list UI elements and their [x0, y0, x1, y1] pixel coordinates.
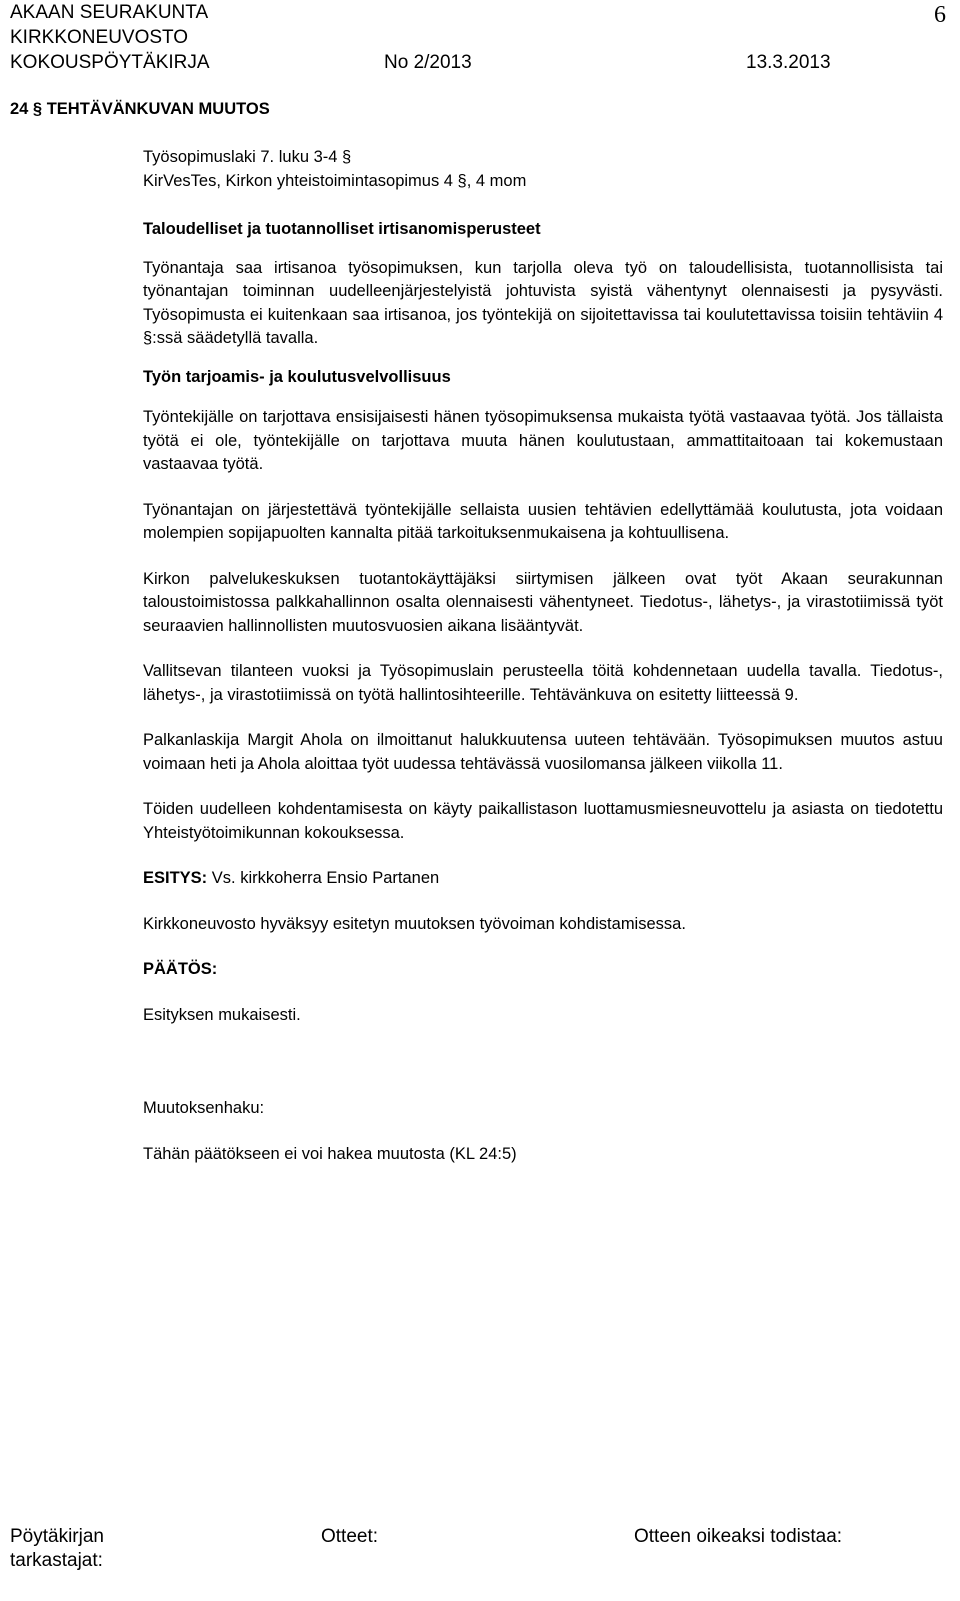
footer-checkers-line1: Pöytäkirjan: [10, 1526, 104, 1547]
org-name: AKAAN SEURAKUNTA: [10, 2, 209, 23]
heading-grounds: Taloudelliset ja tuotannolliset irtisanomisperusteet: [143, 220, 541, 238]
heading-obligation: Työn tarjoamis- ja koulutusvelvollisuus: [143, 367, 451, 386]
page-number: 6: [934, 2, 946, 28]
proposal-label: ESITYS:: [143, 869, 208, 887]
paragraph: Kirkon palvelukeskuksen tuotantokäyttäjäksi siirtymisen jälkeen ovat työt Akaan seurakunnan taloustoimistossa palkkahallinnon osalta olennaisesti vähentyneet. Tiedotus-, lähetys-, ja virastotiimissä työt seuraavien hallinnollisten muutosvuosien aikana lisääntyvät.: [143, 569, 943, 635]
reference-item: KirVesTes, Kirkon yhteistoimintasopimus 4 §, 4 mom: [143, 171, 527, 190]
meeting-date: 13.3.2013: [746, 52, 831, 73]
section-title: 24 § TEHTÄVÄNKUVAN MUUTOS: [10, 100, 270, 118]
paragraph: Työntekijälle on tarjottava ensisijaisesti hänen työsopimuksensa mukaista työtä vastaavaa työtä. Jos tällaista työtä ei ole, työntekijälle on tarjottava muuta hänen koulutustaan, ammattitaitoaan tai kokemustaan vastaavaa työtä.: [143, 408, 943, 473]
paragraph: Työnantaja saa irtisanoa työsopimuksen, kun tarjolla oleva työ on taloudellisista, tuotannollisista tai työnantajan toiminnan uudelleenjärjestelyistä johtuvista syistä vähentynyt olennaisesti ja pysyvästi. Työsopimusta ei kuitenkaan saa irtisanoa, jos työntekijä on sijoitettavissa tai koulutettavissa toisiin tehtäviin 4 §:ssä säädetyllä tavalla.: [143, 258, 943, 347]
footer-excerpts: Otteet:: [321, 1526, 379, 1547]
paragraph: Palkanlaskija Margit Ahola on ilmoittanut halukkuutensa uuteen tehtävään. Työsopimuksen muutos astuu voimaan heti ja Ahola aloittaa työt uudessa tehtävässä vuosilomansa jälkeen viikolla 11.: [143, 731, 943, 773]
appeal-text: Tähän päätökseen ei voi hakea muutosta (KL 24:5): [143, 1144, 517, 1163]
footer-certified: Otteen oikeaksi todistaa:: [634, 1526, 843, 1547]
references: [143, 146, 943, 193]
reference-item: Työsopimuslaki 7. luku 3-4 §: [143, 148, 352, 166]
doc-type: KOKOUSPÖYTÄKIRJA: [10, 52, 210, 73]
appeal-label: Muutoksenhaku:: [143, 1099, 265, 1117]
proposal-content: Kirkkoneuvosto hyväksyy esitetyn muutoksen työvoiman kohdistamisessa.: [143, 914, 686, 933]
proposal-line: [143, 867, 943, 891]
footer-checkers-line2: tarkastajat:: [10, 1550, 103, 1571]
main-content: [143, 218, 943, 1166]
proposal-presenter: Vs. kirkkoherra Ensio Partanen: [207, 869, 440, 887]
footer-checkers: [10, 1525, 104, 1573]
decision-text: Esityksen mukaisesti.: [143, 1005, 301, 1024]
body-name: KIRKKONEUVOSTO: [10, 27, 189, 48]
paragraph: Töiden uudelleen kohdentamisesta on käyty paikallistason luottamusmiesneuvottelu ja asiasta on tiedotettu Yhteistyötoimikunnan kokouksessa.: [143, 800, 943, 842]
decision-label: PÄÄTÖS:: [143, 960, 218, 978]
paragraph: Vallitsevan tilanteen vuoksi ja Työsopimuslain perusteella töitä kohdennetaan uudella tavalla. Tiedotus-, lähetys-, ja virastotiimissä on työtä hallintosihteerille. Tehtävänkuva on esitetty liitteessä 9.: [143, 662, 943, 704]
paragraph: Työnantajan on järjestettävä työntekijälle sellaista uusien tehtävien edellyttämää koulutusta, jota voidaan molempien sopijapuolten kannalta pitää tarkoituksenmukaisena ja kohtuullisena.: [143, 500, 943, 542]
doc-number: No 2/2013: [384, 52, 472, 73]
